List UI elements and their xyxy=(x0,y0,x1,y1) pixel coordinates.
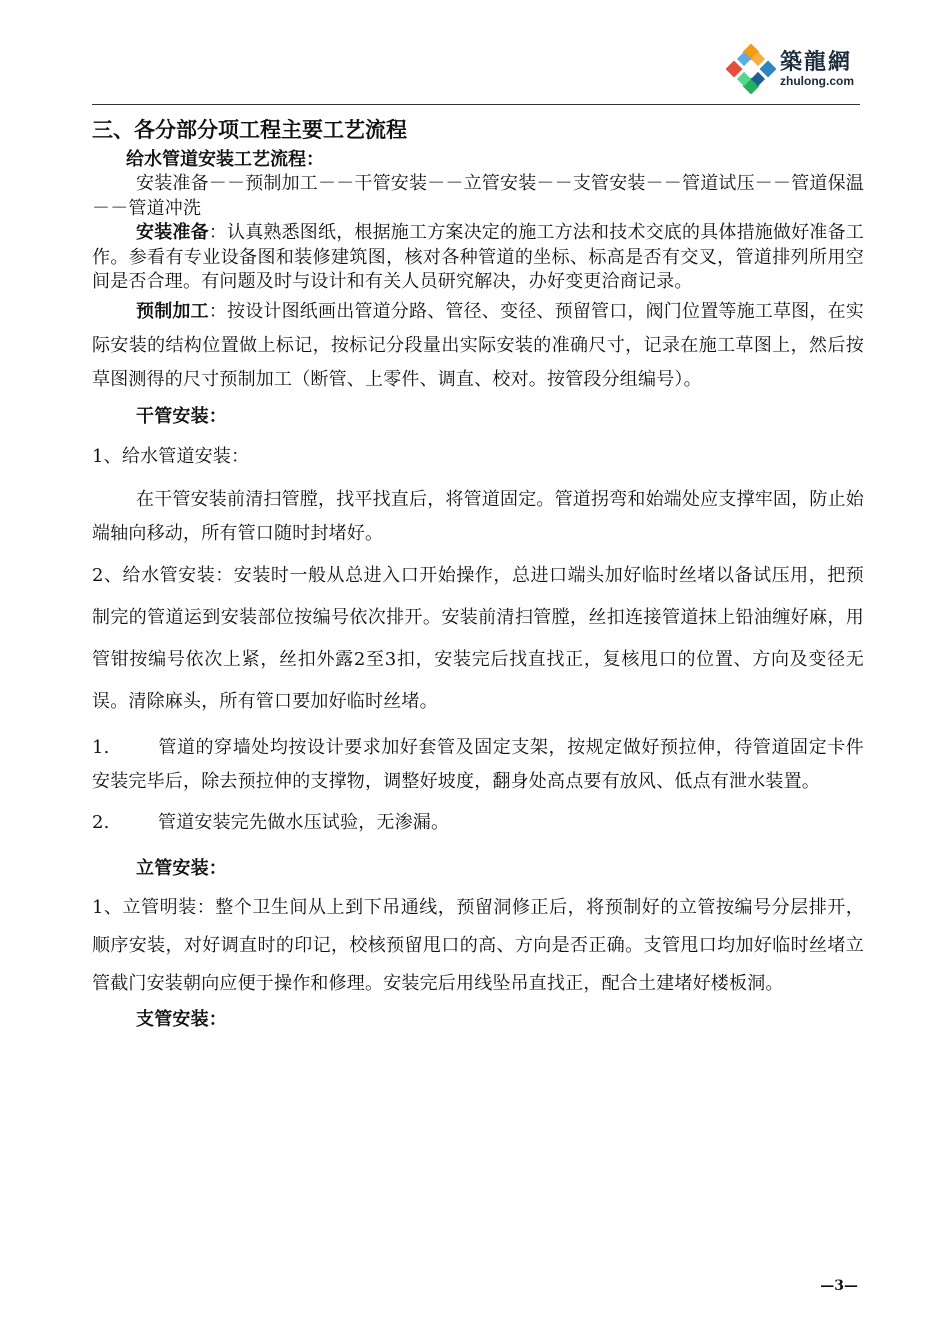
numbered-item-2 xyxy=(92,803,864,843)
numbered-item-1-num: 1. xyxy=(92,736,110,758)
prefab-paragraph xyxy=(92,295,864,397)
logo-domain-text: zhulong.com xyxy=(780,74,854,88)
prep-text: ：认真熟悉图纸，根据施工方案决定的施工方法和技术交底的具体措施做好准备工作。参看有专业设备图和装修建筑图，核对各种管道的坐标、标高是否有交叉，管道排列所用空间是否合理。有问题及时与设计和有关人员研究解决，办好变更洽商记录。 xyxy=(92,222,865,292)
numbered-item-1 xyxy=(92,731,864,799)
zhulong-logo[interactable] xyxy=(726,44,854,94)
item1-title: 1、给水管道安装： xyxy=(92,445,250,467)
numbered-item-1-text: 管道的穿墙处均按设计要求加好套管及固定支架，按规定做好预拉伸，待管道固定卡件安装完毕后，除去预拉伸的支撑物，调整好坡度，翻身处高点要有放风、低点有泄水装置。 xyxy=(92,736,864,792)
page-number: —3— xyxy=(820,1278,858,1294)
prep-paragraph xyxy=(92,221,864,295)
water-pipe-flow-title: 给水管道安装工艺流程： xyxy=(126,149,324,170)
prefab-label: 预制加工 xyxy=(136,300,209,322)
logo-mark-icon xyxy=(726,44,776,94)
logo-chinese-text: 築龍網 xyxy=(780,49,853,75)
main-pipe-title: 干管安装： xyxy=(136,405,227,427)
page-header xyxy=(92,0,860,105)
item2-paragraph: 2、给水管安装：安装时一般从总进入口开始操作，总进口端头加好临时丝堵以备试压用，把预制完的管道运到安装部位按编号依次排开。安装前清扫管膛，丝扣连接管道抹上铅油缠好麻，用管钳按编号依次上紧，丝扣外露2至3扣，安装完后找直找正，复核甩口的位置、方向及变径无误。清除麻头，所有管口要加好临时丝堵。 xyxy=(92,564,864,712)
document-body xyxy=(92,112,864,1037)
prefab-text: ：按设计图纸画出管道分路、管径、变径、预留管口，阀门位置等施工草图，在实际安装的结构位置做上标记，按标记分段量出实际安装的准确尺寸，记录在施工草图上，然后按草图测得的尺寸预制加工（断管、上零件、调直、校对。按管段分组编号）。 xyxy=(92,300,865,390)
item1-paragraph: 在干管安装前清扫管膛，找平找直后，将管道固定。管道拐弯和始端处应支撑牢固，防止始端轴向移动，所有管口随时封堵好。 xyxy=(92,488,864,544)
numbered-item-2-num: 2. xyxy=(92,811,110,833)
branch-title: 支管安装： xyxy=(136,1008,227,1030)
section-title: 三、各分部分项工程主要工艺流程 xyxy=(92,118,407,142)
prep-label: 安装准备 xyxy=(136,222,209,243)
numbered-item-2-text: 管道安装完先做水压试验，无渗漏。 xyxy=(158,811,450,833)
riser-title: 立管安装： xyxy=(136,857,227,879)
riser-paragraph: 1、立管明装：整个卫生间从上到下吊通线，预留洞修正后，将预制好的立管按编号分层排开，顺序安装，对好调直时的印记，校核预留甩口的高、方向是否正确。支管甩口均加好临时丝堵立管截门安装朝向应便于操作和修理。安装完后用线坠吊直找正，配合土建堵好楼板洞。 xyxy=(92,896,864,994)
flow-paragraph: 安装准备－－预制加工－－干管安装－－立管安装－－支管安装－－管道试压－－管道保温－－管道冲洗 xyxy=(92,173,864,219)
